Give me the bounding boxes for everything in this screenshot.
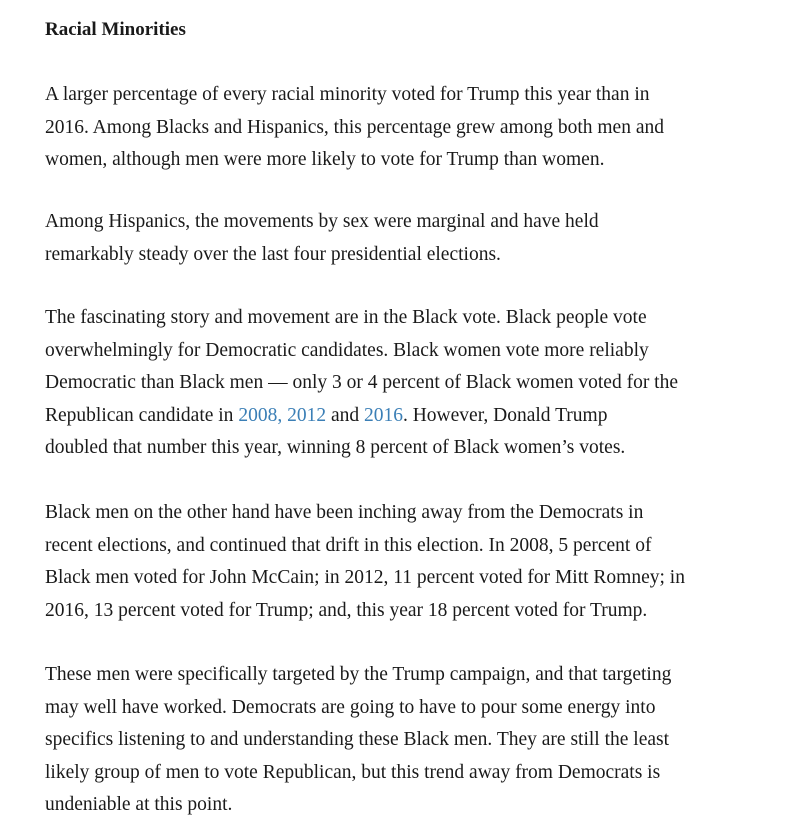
- text-line: Black men voted for John McCain; in 2012, 11 percent voted for Mitt Romney; in: [45, 567, 685, 588]
- text-line: A larger percentage of every racial minority voted for Trump this year than in: [45, 84, 650, 105]
- paragraph-5: [45, 659, 671, 822]
- link-2008-2012[interactable]: 2008, 2012: [238, 404, 327, 426]
- text-line: overwhelmingly for Democratic candidates. Black women vote more reliably: [45, 339, 649, 361]
- paragraph-3: [45, 302, 678, 465]
- text-line: Among Hispanics, the movements by sex were marginal and have held: [45, 211, 599, 232]
- paragraph-2: [45, 206, 599, 271]
- text-line: These men were specifically targeted by the Trump campaign, and that targeting: [45, 664, 672, 685]
- text-line: may well have worked. Democrats are going to have to pour some energy into: [45, 696, 656, 718]
- text-line: 2016, 13 percent voted for Trump; and, this year 18 percent voted for Trump.: [45, 599, 648, 621]
- text-line: Black men on the other hand have been inching away from the Democrats in: [45, 502, 644, 523]
- text-segment: and: [326, 404, 364, 426]
- link-2016[interactable]: 2016: [363, 404, 403, 426]
- text-line: recent elections, and continued that drift in this election. In 2008, 5 percent of: [45, 534, 652, 556]
- text-line: The fascinating story and movement are in the Black vote. Black people vote: [45, 307, 647, 328]
- text-line-with-links: [45, 400, 678, 433]
- paragraph-1: [45, 79, 664, 177]
- section-heading: Racial Minorities: [45, 19, 186, 40]
- paragraph-4: [45, 497, 685, 627]
- text-line: likely group of men to vote Republican, but this trend away from Democrats is: [45, 761, 661, 783]
- text-line: 2016. Among Blacks and Hispanics, this percentage grew among both men and: [45, 116, 664, 138]
- text-line: Democratic than Black men — only 3 or 4 percent of Black women voted for the: [45, 372, 679, 393]
- text-segment: . However, Donald Trump: [402, 404, 608, 426]
- text-line: specifics listening to and understanding these Black men. They are still the least: [45, 729, 670, 750]
- text-line: remarkably steady over the last four presidential elections.: [45, 243, 501, 265]
- text-line: doubled that number this year, winning 8 percent of Black women’s votes.: [45, 437, 626, 458]
- text-segment: Republican candidate in: [45, 404, 239, 426]
- text-line: undeniable at this point.: [45, 794, 233, 815]
- text-line: women, although men were more likely to vote for Trump than women.: [45, 149, 605, 170]
